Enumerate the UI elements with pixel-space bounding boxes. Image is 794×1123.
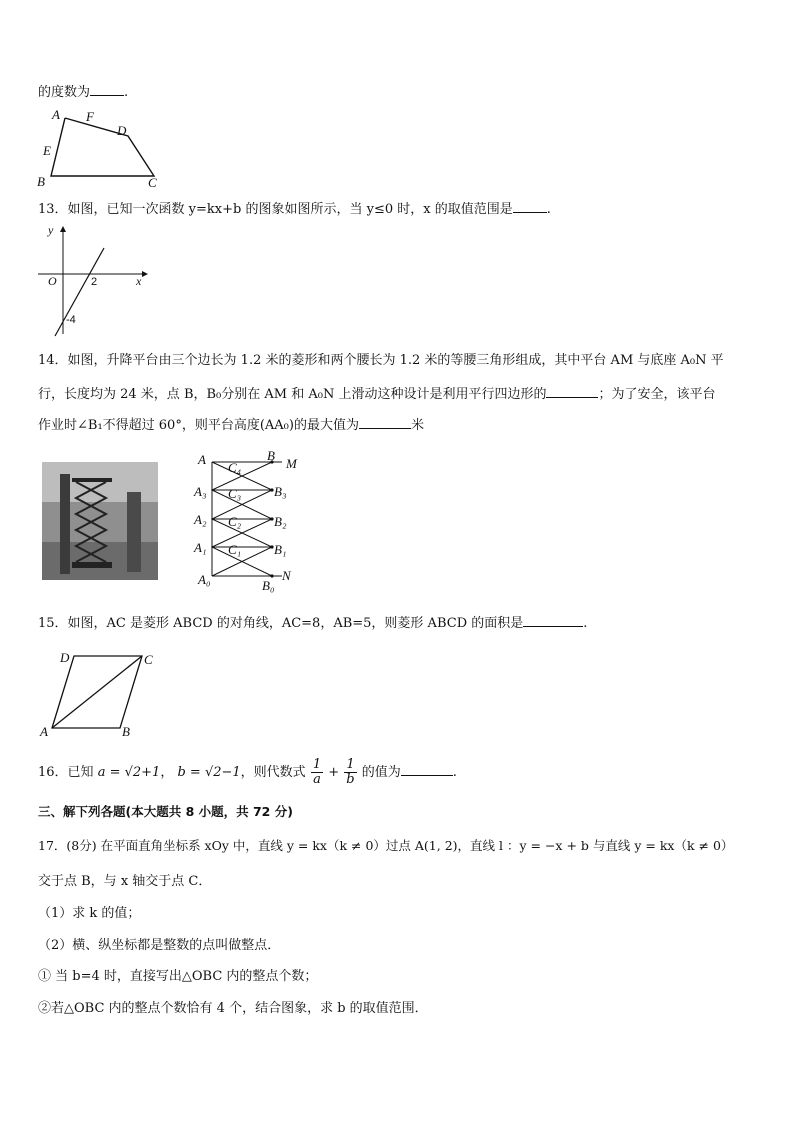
- q16-frac2-den: b: [346, 772, 355, 787]
- q12-tail-text: 的度数为: [38, 85, 91, 100]
- q13-stem: 13．如图，已知一次函数 y=kx+b 的图象如图所示，当 y≤0 时，x 的取值范围是: [38, 202, 513, 217]
- q14-line3: [38, 416, 424, 434]
- q14-answer-blank-2[interactable]: [359, 416, 411, 429]
- q12-answer-blank[interactable]: [90, 83, 124, 96]
- q12-label-C: C: [148, 175, 157, 190]
- q14-label-C3: C₃: [228, 486, 242, 501]
- q13-x-intercept-label: 2: [91, 276, 98, 288]
- q14-label-C1: C₁: [228, 542, 242, 557]
- q13-origin-label: O: [48, 274, 57, 288]
- q14-line2-b: ；为了安全，该平台: [598, 387, 716, 402]
- q12-shape: [51, 118, 154, 176]
- q13-x-arrow: [142, 271, 148, 277]
- q17-part2: （2）横、纵坐标都是整数的点叫做整点．: [38, 938, 281, 953]
- q16-frac2-num: 1: [344, 758, 356, 773]
- q16-mid: ，则代数式: [240, 765, 306, 780]
- q14-label-A0: A₀: [198, 572, 211, 587]
- q13-x-label: x: [136, 274, 142, 288]
- q12-tail: [38, 83, 128, 101]
- q12-label-B: B: [37, 174, 45, 189]
- q14-label-C2: C₂: [228, 514, 242, 529]
- q16-answer-blank[interactable]: [401, 763, 453, 776]
- q14-label-B2: B₂: [274, 514, 287, 529]
- q12-label-E: E: [43, 143, 51, 158]
- q14-label-B1: B₁: [274, 542, 287, 557]
- q16-frac1-den: a: [313, 772, 321, 787]
- q16-fraction-2: [344, 758, 356, 787]
- q17-sub2: ②若△OBC 内的整点个数恰有 4 个，结合图象，求 b 的取值范围．: [38, 1001, 428, 1016]
- q14-label-A1: A₁: [194, 540, 207, 555]
- q14-line3-b: 米: [410, 418, 424, 433]
- q16-b-expr: b = √2−1: [177, 765, 241, 780]
- q12-label-D: D: [117, 123, 127, 138]
- q14-label-A3: A₃: [194, 484, 207, 499]
- q12-label-A: A: [52, 107, 60, 122]
- q14-label-B3: B₃: [274, 484, 287, 499]
- q13-graph: [34, 222, 154, 342]
- q14-photo: [42, 462, 158, 580]
- q14-label-N: N: [282, 568, 291, 583]
- q17-part1: （1）求 k 的值；: [38, 906, 141, 921]
- q16-prefix: 16．已知: [38, 765, 94, 780]
- section-3-heading: 三、解下列各题(本大题共 8 小题，共 72 分): [38, 804, 293, 819]
- q15-label-A: A: [40, 724, 48, 738]
- q15-text: [38, 614, 587, 632]
- q15-label-C: C: [144, 652, 153, 667]
- q15-label-B: B: [122, 724, 130, 738]
- q15-label-D: D: [60, 650, 70, 665]
- q15-stem: 15．如图，AC 是菱形 ABCD 的对角线，AC=8，AB=5，则菱形 ABCD 的面积是: [38, 616, 524, 631]
- q14-label-A: A: [198, 452, 206, 467]
- q17-line1: 17．(8分) 在平面直角坐标系 xOy 中，直线 y = kx（k ≠ 0）过点 A(1, 2)，直线 l ：y = −x + b 与直线 y = kx（k ≠ 0）: [38, 838, 734, 853]
- q17-line2: 交于点 B，与 x 轴交于点 C．: [38, 874, 212, 889]
- q15-end: .: [583, 616, 588, 631]
- q14-line2-a: 行，长度均为 24 米，点 B，B₀分别在 AM 和 A₀N 上滑动这种设计是利用平行四边形的: [38, 387, 547, 402]
- q13-function-line: [55, 248, 104, 336]
- q16-end: .: [452, 765, 457, 780]
- q14-line3-a: 作业时∠B₁不得超过 60°，则平台高度(AA₀)的最大值为: [38, 418, 359, 433]
- q14-diagram: [190, 450, 320, 600]
- q12-figure: [34, 106, 164, 192]
- q14-label-C4: C₄: [228, 460, 242, 475]
- q16-suffix: 的值为: [361, 765, 401, 780]
- q14-label-B: B: [267, 450, 275, 463]
- q12-label-F: F: [86, 109, 94, 124]
- q16-fraction-1: [311, 758, 323, 787]
- q14-line1: 14．如图，升降平台由三个边长为 1.2 米的菱形和两个腰长为 1.2 米的等腰三角形组成，其中平台 AM 与底座 A₀N 平: [38, 353, 724, 368]
- q13-y-arrow: [60, 226, 66, 232]
- q16-a-expr: a = √2+1: [97, 765, 161, 780]
- q13-end: .: [546, 202, 551, 217]
- q13-y-intercept-label: -4: [66, 314, 76, 326]
- q15-figure: [38, 646, 168, 738]
- q14-label-B0: B₀: [262, 578, 275, 593]
- q12-end: .: [124, 85, 129, 100]
- q16-frac1-num: 1: [312, 757, 322, 772]
- q14-label-A2: A₂: [194, 512, 207, 527]
- q17-sub1: ① 当 b=4 时，直接写出△OBC 内的整点个数；: [38, 969, 318, 984]
- q14-label-M: M: [286, 456, 297, 471]
- q15-answer-blank[interactable]: [523, 614, 583, 627]
- q14-line2: [38, 385, 715, 403]
- q14-answer-blank-1[interactable]: [546, 385, 598, 398]
- q13-answer-blank[interactable]: [513, 200, 547, 213]
- q16-plus: +: [328, 765, 340, 780]
- q16-text: 16．已知 a = √2+1， b = √2−1，则代数式 $\frac{1}{a}$ + $\frac{1}{b}$ 的值为 .: [38, 757, 457, 787]
- q13-y-label: y: [48, 223, 54, 237]
- q13-text: [38, 200, 551, 218]
